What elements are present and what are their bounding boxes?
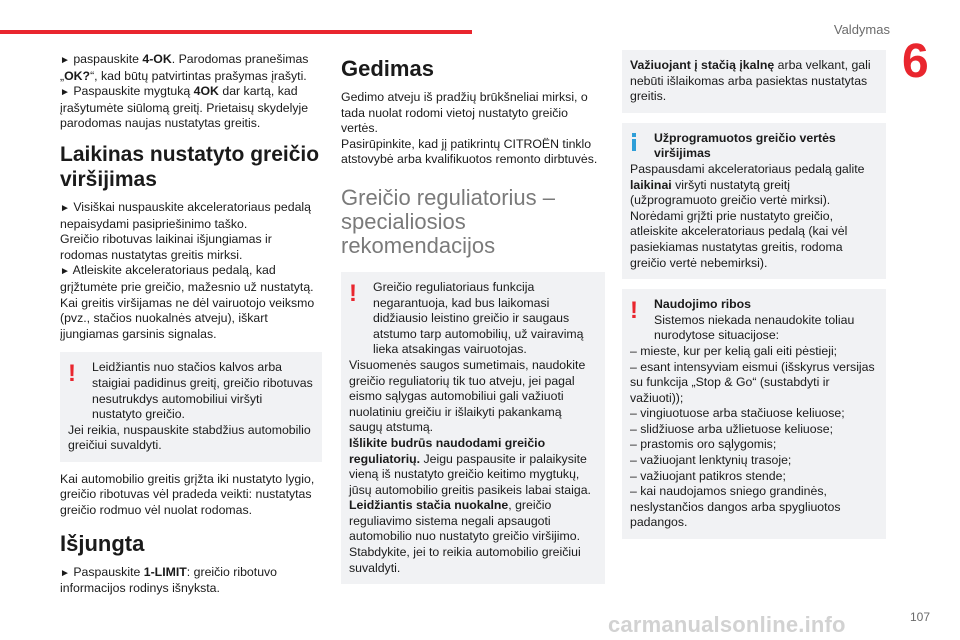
section-title: Valdymas — [833, 22, 890, 37]
list-item: – esant intensyviam eismui (išskyrus versijas su funkcija „Stop & Go“ (sustabdyti ir važiuoti)); — [630, 359, 875, 405]
paragraph: ► Paspauskite mygtuką 4OK dar kartą, kad įrašytumėte siūlomą greitį. Prietaisų skydelyje parodomas naujas nustatytas greitis. — [60, 84, 309, 131]
warning-text: Jei reikia, nuspauskite stabdžius automobilio greičiui suvaldyti. — [68, 422, 311, 453]
paragraph: ► Atleiskite akceleratoriaus pedalą, kad grįžtumėte prie greičio, mažesnio už nustatytą. — [60, 263, 314, 294]
warning-text: Leidžiantis nuo stačios kalvos arba staigiai padidinus greitį, greičio ribotuvas nesutrukdys automobiliui viršyti nustatyto greičio. — [92, 360, 313, 422]
column-2 — [341, 52, 605, 594]
arrow-icon: ► — [60, 87, 70, 99]
header-accent-bar — [0, 30, 472, 34]
note-box — [622, 50, 886, 113]
paragraph: Greičio ribotuvas laikinai išjungiamas ir rodomas nustatytas greitis mirksi. — [60, 232, 272, 262]
note-text: Važiuojant į stačią įkalnę arba velkant, gali nebūti išlaikomas arba pasiektas nustatytas greitis. — [630, 58, 871, 104]
heading-gedimas: Gedimas — [341, 56, 434, 81]
arrow-icon: ► — [60, 266, 70, 278]
page-number: 107 — [909, 610, 930, 624]
list-item: – važiuojant patikros stende; — [630, 468, 786, 483]
arrow-icon: ► — [60, 567, 70, 579]
list-item: – važiuojant lenktynių trasoje; — [630, 453, 792, 468]
paragraph: ► Paspauskite 1-LIMIT: greičio ribotuvo informacijos rodinys išnyksta. — [60, 564, 278, 596]
chapter-number: 6 — [902, 35, 929, 88]
warning-text: Visuomenės saugos sumetimais, naudokite greičio reguliatorių tik tuo atveju, jei pagal eismo sąlygas automobiliui gali važiuoti nuolatiniu greičiu ir išlaikyti pakankamą saugų atstumą. — [349, 357, 586, 435]
list-item: – mieste, kur per kelią gali eiti pėstieji; — [630, 343, 838, 358]
heading-greicio-reguliatorius: Greičio reguliatorius – specialiosios rekomendacijos — [341, 184, 555, 258]
list-item: – vingiuotuose arba stačiuose keliuose; — [630, 406, 845, 421]
warning-icon: ! — [68, 360, 76, 388]
heading-laikinas: Laikinas nustatyto greičio viršijimas — [60, 142, 320, 191]
list-item: – kai naudojamos sniego grandinės, neslystančios dangos arba spygliuotos padangos. — [630, 484, 841, 530]
info-title: Užprogramuotos greičio vertės viršijimas — [654, 130, 836, 161]
info-box — [622, 123, 886, 279]
warning-text: Leidžiantis stačia nuokalne, greičio reguliavimo sistema negali apsaugoti automobilio nuo nustatyto greičio viršijimo. Stabdykite, jei to reikia automobilio greičiui suvaldyti. — [349, 498, 581, 575]
warning-icon: ! — [630, 297, 638, 325]
warning-text: Greičio reguliatoriaus funkcija negarantuoja, kad bus laikomasi didžiausio leistino greičio ir saugaus atstumo tarp automobilių, už vairavimą lieka atsakingas vairuotojas. — [373, 279, 584, 357]
warning-text: Sistemos niekada nenaudokite toliau nurodytose situacijose: — [654, 312, 855, 343]
warning-text: Išlikite budrūs naudodami greičio reguliatorių. Jeigu paspausite ir palaikysite vieną iš nustatyto greičio keitimo mygtukų, jūsų automobilio greitis pasikeis labai staiga. — [349, 435, 591, 497]
paragraph: Kai automobilio greitis grįžta iki nustatyto lygio, greičio ribotuvas vėl pradeda veikti: nustatytas greičio rodmuo vėl nuolat rodomas. — [60, 471, 315, 518]
warning-box — [60, 352, 322, 462]
paragraph: Pasirūpinkite, kad jį patikrintų CITROËN tinklo atstovybė arba kvalifikuotos remonto dirbtuvės. — [341, 136, 598, 167]
paragraph: Gedimo atveju iš pradžių brūkšneliai mirksi, o tada nuolat rodomi vietoj nustatyto greičio vertės. — [341, 90, 588, 136]
column-3 — [622, 50, 886, 549]
warning-title: Naudojimo ribos — [654, 297, 752, 312]
warning-box — [622, 289, 886, 539]
arrow-icon: ► — [60, 55, 70, 66]
paragraph: ► paspauskite 4-OK. Parodomas pranešimas „OK?“, kad būtų patvirtintas prašymas įrašyti. — [60, 52, 309, 83]
warning-icon: ! — [349, 279, 357, 307]
info-text: Paspausdami akceleratoriaus pedalą galite laikinai viršyti nustatytą greitį (užprogramuoto greičio vertė mirksi). — [630, 161, 865, 208]
column-1 — [60, 52, 322, 597]
info-icon — [632, 133, 636, 151]
paragraph: ► Visiškai nuspauskite akceleratoriaus pedalą nepaisydami pasipriešinimo taško. — [60, 199, 311, 231]
info-text: Norėdami grįžti prie nustatyto greičio, atleiskite akceleratoriaus pedalą (kai vėl pasiekiamas nustatytas greitis, rodoma greičio vertė nebemirksi). — [630, 208, 848, 270]
paragraph: Kai greitis viršijamas ne dėl vairuotojo veiksmo (pvz., stačios nuokalnės atveju), iškart įjungiamas garsinis signalas. — [60, 295, 315, 341]
list-item: – slidžiuose arba užlietuose keliuose; — [630, 421, 834, 436]
warning-box — [341, 272, 605, 584]
arrow-icon: ► — [60, 202, 70, 214]
watermark: carmanualsonline.info — [608, 612, 846, 637]
list-item: – prastomis oro sąlygomis; — [630, 437, 777, 452]
heading-isjungta: Išjungta — [60, 530, 145, 556]
